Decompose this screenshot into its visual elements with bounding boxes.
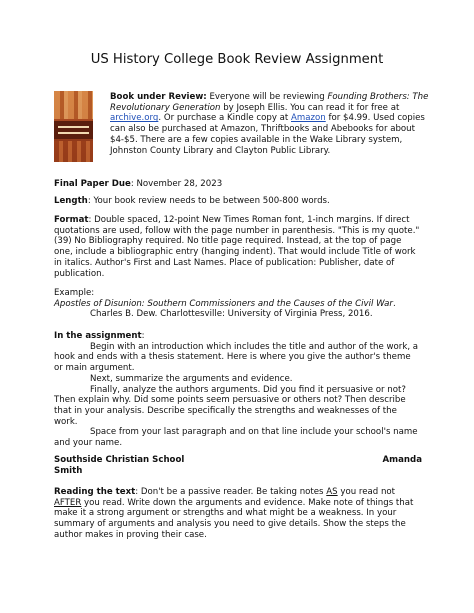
student-last-name: Smith xyxy=(54,465,83,476)
assignment-heading-line xyxy=(54,331,422,342)
assignment-analysis-paragraph: Finally, analyze the authors arguments. Did you find it persuasive or not? Then explain why. Did some points seem persuasive or others not? Then describe that in your analysis. Describe specifically the strengths and weaknesses of the work. xyxy=(54,384,406,427)
assignment-closing-paragraph: Space from your last paragraph and on that line include your school's name and your name. xyxy=(54,427,418,449)
reading-text-2: you read not xyxy=(337,487,396,497)
format-requirement xyxy=(54,215,422,279)
assignment-heading: In the assignment xyxy=(54,331,142,341)
student-first-name: Amanda xyxy=(382,455,422,465)
cover-portraits xyxy=(54,91,93,119)
assignment-colon: : xyxy=(141,331,145,341)
amazon-link[interactable]: Amazon xyxy=(291,113,326,124)
format-text: : Double spaced, 12-point New Times Roman font, 1-inch margins. If direct quotations are used, follow with the page number in parenthesis. "This is my quote." (39) No Bibliography required. No title page required. Instead, at the top of page one, include a bibliographic entry (hanging indent). That would include Title of work in italics. Author's First and Last Names. Place of publication: Publisher, date of publication. xyxy=(54,215,420,279)
cover-title-band xyxy=(54,121,93,139)
reading-after: AFTER xyxy=(54,497,82,508)
reading-the-text-paragraph xyxy=(54,487,422,541)
example-work-title: Apostles of Disunion: Southern Commissioners and the Causes of the Civil War xyxy=(54,298,393,309)
example-label: Example: xyxy=(54,288,95,298)
format-label: Format xyxy=(54,215,89,225)
example-rest: Charles B. Dew. Charlottesville: University of Virginia Press, 2016. xyxy=(90,309,373,320)
reading-text-3: you read. Write down the arguments and evidence. Make note of things that make it a strong argument or strengths and what might be a weakness. In your summary of arguments and analysis you need to give details. Show the steps the author makes in proving their case. xyxy=(54,497,414,540)
signature-block xyxy=(54,455,422,476)
book-text-1: Everyone will be reviewing xyxy=(206,92,328,102)
book-under-review-label: Book under Review: xyxy=(110,92,207,102)
book-text-2: by Joseph Ellis. You can read it for free at xyxy=(220,102,400,113)
book-cover-image xyxy=(54,91,93,162)
example-citation xyxy=(54,288,422,320)
book-text-4: for $4.99. Used copies can also be purchased at Amazon, Thriftbooks and Abebooks for about $4-$5. There are a few copies available in the Wake Library system, Johnston County Library and Clayton Public Library. xyxy=(110,113,425,156)
assignment-intro-paragraph: Begin with an introduction which includes the title and author of the work, a hook and ends with a thesis statement. Here is where you give the author's theme or main argument. xyxy=(54,341,419,374)
archive-link[interactable]: archive.org xyxy=(110,113,159,124)
final-paper-due-date: : November 28, 2023 xyxy=(130,179,223,189)
book-under-review-paragraph xyxy=(110,92,430,156)
page-title: US History College Book Review Assignment xyxy=(90,52,384,67)
school-name: Southside Christian School xyxy=(54,455,185,465)
signature-line xyxy=(54,455,422,466)
length-label: Length xyxy=(54,196,88,206)
reading-label: Reading the text xyxy=(54,487,136,497)
book-title: Founding Brothers: The Revolutionary Generation xyxy=(110,92,429,113)
example-period: . xyxy=(392,298,396,309)
final-paper-due-label: Final Paper Due xyxy=(54,179,131,189)
final-paper-due xyxy=(54,179,422,190)
assignment-section xyxy=(54,331,422,449)
example-work xyxy=(54,299,422,310)
length-text: : Your book review needs to be between 500-800 words. xyxy=(87,196,330,206)
length-requirement xyxy=(54,196,422,207)
reading-text-1: : Don't be a passive reader. Be taking notes xyxy=(135,487,327,497)
reading-as: AS xyxy=(326,487,338,497)
book-text-3: . Or purchase a Kindle copy at xyxy=(158,113,291,124)
cover-lower-art xyxy=(54,141,93,162)
assignment-summary-paragraph: Next, summarize the arguments and evidence. xyxy=(90,373,293,384)
